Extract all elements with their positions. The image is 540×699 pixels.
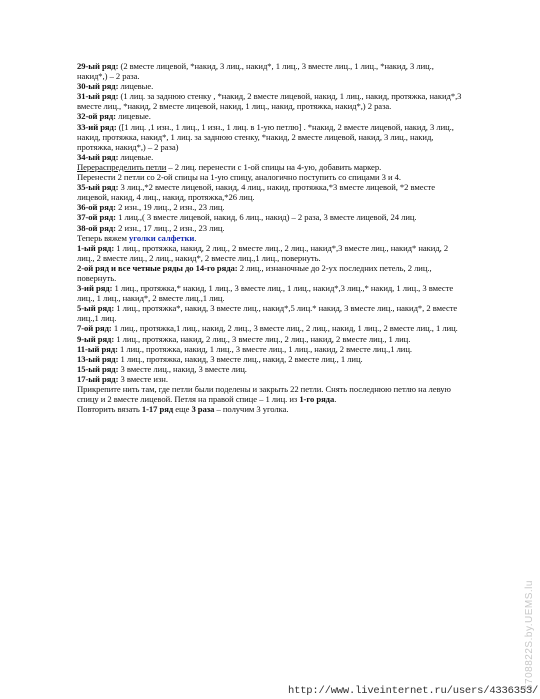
row-label: 36-ой ряд:: [77, 202, 116, 213]
repeat-times: 3 раза: [191, 404, 215, 415]
row-label: 7-ой ряд:: [77, 323, 112, 334]
row-text: 1 лиц., протяжка, накид, 1 лиц., 3 вместе лиц., 1 лиц., накид, 2 вместе лиц.,1 лиц.: [117, 343, 413, 354]
corners-intro-tail: .: [194, 232, 197, 243]
row-label: 34-ый ряд:: [77, 151, 119, 162]
row-label: 9-ый ряд:: [77, 333, 115, 344]
redistribute-heading: Перераспределить петли: [77, 161, 167, 172]
corner-row-2-even: [77, 263, 465, 283]
corners-highlight: уголки салфетки: [129, 232, 195, 243]
corner-row-5: [77, 303, 465, 323]
corner-row-15: [77, 364, 465, 374]
corners-intro-text: Теперь вяжем: [77, 232, 129, 243]
row-text: 1 лиц., протяжка, накид, 3 вместе лиц., накид, 2 вместе лиц., 1 лиц.: [118, 353, 363, 364]
document-page: [77, 61, 465, 414]
row-32: [77, 111, 465, 121]
corner-row-11: [77, 344, 465, 354]
row-38: [77, 223, 465, 233]
row-text: 3 лиц.,*2 вместе лицевой, накид, 4 лиц., накид, протяжка,*3 вместе лицевой, *2 вместе лицевой, накид, 4 лиц., накид, протяжка,*26 лиц.: [77, 182, 435, 203]
row-text: (2 вместе лицевой, *накид, 3 лиц., накид*, 1 лиц., 3 вместе лиц., 1 лиц., *накид, 3 лиц., накид*,) – 2 раза.: [77, 61, 434, 82]
row-text: 1 лиц., протяжка*, накид, 3 вместе лиц., накид*,5 лиц.* накид, 3 вместе лиц., накид*, 2 вместе лиц.,1 лиц.: [77, 303, 458, 324]
row-text: ([1 лиц. ,1 изн., 1 лиц., 1 изн., 1 лиц. в 1-ую петлю] . *накид, 2 вместе лицевой, накид, 3 лиц., накид, протяжка, накид*, 1 лиц. за заднюю стенку, *накид, 2 вместе лицевой, накид, 3 лиц., накид, протяжка, накид*,) – 2 раза): [77, 121, 454, 152]
row-label: 2-ой ряд и все четные ряды до 14-го ряда:: [77, 262, 238, 273]
row-29: [77, 61, 465, 81]
row-36: [77, 202, 465, 212]
row-text: 2 лиц., изнаночные до 2-ух последних петель, 2 лиц., повернуть.: [77, 262, 432, 283]
row-33: [77, 122, 465, 152]
corner-row-13: [77, 354, 465, 364]
row-text: (1 лиц. за заднюю стенку , *накид, 2 вместе лицевой, накид, 1 лиц., накид, протяжка, накид*,3 вместе лиц., *накид, 2 вместе лицевой, накид, 1 лиц., накид, протяжка, накид*,) 2 раза.: [77, 91, 462, 112]
row-label: 11-ый ряд:: [77, 343, 118, 354]
attach-paragraph: [77, 384, 465, 404]
repeat-text: Повторить вязать: [77, 404, 142, 415]
corner-row-3: [77, 283, 465, 303]
url-watermark: http://www.liveinternet.ru/users/4336353/: [288, 685, 539, 697]
attach-tail: .: [334, 394, 337, 405]
row-label: 31-ый ряд:: [77, 91, 119, 102]
row-37: [77, 212, 465, 222]
row-label: 30-ый ряд:: [77, 81, 119, 92]
row-label: 38-ой ряд:: [77, 222, 116, 233]
corner-row-9: [77, 334, 465, 344]
row-text: 1 лиц., протяжка,1 лиц., накид, 2 лиц., 3 вместе лиц., 2 лиц., накид, 1 лиц., 2 вместе лиц., 1 лиц.: [111, 323, 458, 334]
row-35: [77, 182, 465, 202]
repeat-mid: еще: [173, 404, 192, 415]
corners-intro: [77, 233, 465, 243]
corner-row-17: [77, 374, 465, 384]
transfer-paragraph: [77, 172, 465, 182]
row-text: 2 изн., 19 лиц., 2 изн., 23 лиц.: [116, 202, 225, 213]
row-30: [77, 81, 465, 91]
redistribute-text: – 2 лиц. перенести с 1-ой спицы на 4-ую, добавить маркер.: [166, 161, 382, 172]
attach-text: Прикрепите нить там, где петли были поделены и закрыть 22 петли. Снять последнюю петлю на левую спицу и 2 вместе лицевой. Петля на правой спице – 1 лиц. из: [77, 384, 451, 405]
row-label: 32-ой ряд:: [77, 111, 116, 122]
corner-row-1: [77, 243, 465, 263]
row-34: [77, 152, 465, 162]
row-label: 1-ый ряд:: [77, 242, 115, 253]
row-label: 17-ый ряд:: [77, 373, 119, 384]
row-label: 15-ый ряд:: [77, 363, 119, 374]
row-label: 3-ий ряд:: [77, 283, 113, 294]
row-text: лицевые.: [118, 151, 154, 162]
row-31: [77, 91, 465, 111]
side-watermark: 5708822S.by.UEMS.lu: [524, 580, 535, 690]
row-text: лицевые.: [116, 111, 151, 122]
redistribute-paragraph: [77, 162, 465, 172]
row-text: 1 лиц., протяжка, накид, 2 лиц., 3 вместе лиц., 2 лиц., накид, 2 вместе лиц., 1 лиц.: [114, 333, 411, 344]
row-label: 33-ий ряд:: [77, 121, 117, 132]
row-text: 1 лиц., протяжка,* накид, 1 лиц., 3 вместе лиц., 1 лиц., накид*,3 лиц.,* накид, 1 лиц., 3 вместе лиц., 1 лиц., накид*, 2 вместе лиц.,1 лиц.: [77, 283, 454, 304]
attach-bold: 1-го ряда: [299, 394, 335, 405]
row-text: 1 лиц., протяжка, накид, 2 лиц., 2 вместе лиц., 2 лиц., накид*,3 вместе лиц., накид* накид, 2 лиц., 2 вместе лиц., 2 лиц., накид*, 2 вместе лиц.,1 лиц., повернуть.: [77, 242, 449, 263]
corner-row-7: [77, 323, 465, 333]
row-label: 29-ый ряд:: [77, 61, 119, 71]
row-label: 37-ой ряд:: [77, 212, 116, 223]
transfer-text: Перенести 2 петли со 2-ой спицы на 1-ую спицу, аналогично поступить со спицами 3 и 4.: [77, 172, 401, 183]
repeat-rows: 1-17 ряд: [141, 404, 174, 415]
row-text: 3 вместе изн.: [118, 373, 168, 384]
row-label: 35-ый ряд:: [77, 182, 119, 193]
row-text: 1 лиц.,( 3 вместе лицевой, накид, 6 лиц., накид) – 2 раза, 3 вместе лицевой, 24 лиц.: [116, 212, 417, 223]
row-text: 2 изн., 17 лиц., 2 изн., 23 лиц.: [116, 222, 225, 233]
row-text: лицевые.: [118, 81, 154, 92]
repeat-tail: – получим 3 уголка.: [214, 404, 289, 415]
row-label: 13-ый ряд:: [77, 353, 119, 364]
row-label: 5-ый ряд:: [77, 303, 115, 314]
row-text: 3 вместе лиц., накид, 3 вместе лиц.: [118, 363, 247, 374]
repeat-paragraph: [77, 404, 465, 414]
